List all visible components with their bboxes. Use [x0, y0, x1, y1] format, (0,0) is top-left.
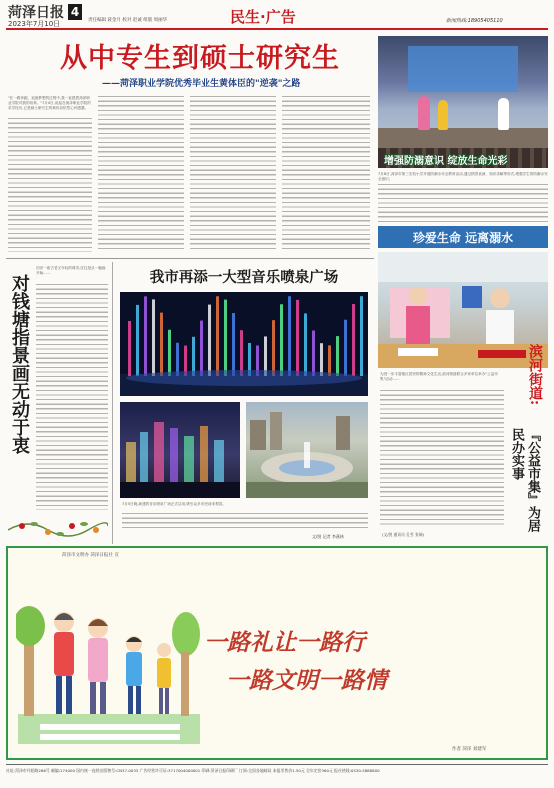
fountain-story — [116, 262, 372, 544]
fountain-jet — [264, 336, 267, 376]
fountain-jet — [176, 343, 179, 376]
page-number: 4 — [68, 4, 82, 20]
psa-illustration — [16, 564, 202, 748]
binhe-title-part-1: 滨河街道: — [527, 344, 543, 406]
lead-subheadline: ——菏泽职业学院优秀毕业生黄体臣的"逆袭"之路 — [102, 79, 301, 89]
fountain-photo-right — [246, 402, 368, 498]
news-hotline: 新闻热线:18905405110 — [446, 18, 503, 24]
fountain-jet — [352, 304, 355, 376]
fountain-jet — [320, 343, 323, 376]
fountain-jet — [344, 320, 347, 376]
safety-banner — [378, 226, 548, 248]
fountain-jet — [296, 300, 299, 376]
binhe-body — [380, 390, 504, 528]
footer-info: 社址:菏泽市丹阳路266号 邮编:274000 国内统一连续出版物号:CN37-0033 广告经营许可证:3717004000001 印刷:菏泽日报印刷厂 订阅:全国各地邮局 本报零售价1.50元 全年定价360元 报社热线:0530-5888800 — [6, 768, 380, 773]
fountain-jet — [144, 296, 147, 376]
fountain-jet — [272, 320, 275, 376]
safety-banner-text: 珍爱生命 远离溺水 — [412, 231, 514, 245]
fountain-jet — [360, 296, 363, 376]
section-title: 民生·广告 — [230, 8, 296, 26]
lead-headline: 从中专生到硕士研究生 — [60, 43, 340, 74]
fountain-jet — [216, 296, 219, 376]
fountain-credit: 文/图 记者 李燕林 — [312, 534, 344, 539]
fountain-jet — [288, 296, 291, 376]
fountain-jet — [136, 305, 139, 376]
section-divider — [6, 258, 374, 259]
fountain-jet — [128, 321, 131, 376]
lead-body-col-3 — [190, 96, 276, 252]
fountain-photo-left — [120, 402, 240, 498]
photo-caption-lines — [378, 184, 548, 222]
fountain-jet — [336, 336, 339, 376]
psa-slogan-line-2: 一路文明一路情 — [226, 667, 387, 694]
fountain-caption-lines — [122, 513, 368, 531]
stage-screen — [408, 46, 518, 92]
masthead-rule — [6, 28, 548, 30]
column-divider — [112, 262, 113, 544]
fountain-jet — [328, 345, 331, 376]
lead-body-col-4 — [282, 96, 370, 252]
fountain-jet — [304, 313, 307, 376]
performer-figure — [438, 100, 448, 130]
footer-rule — [6, 764, 548, 765]
fountain-jet — [232, 313, 235, 376]
fountain-jet — [168, 330, 171, 376]
performer-figure — [418, 96, 430, 130]
market-photo — [378, 252, 548, 368]
lead-body-col-2 — [98, 96, 184, 252]
fountain-jet — [152, 299, 155, 376]
fountain-headline: 我市再添一大型音乐喷泉广场 — [149, 270, 339, 286]
lead-story — [6, 34, 374, 256]
binhe-body-intro: 为进一步丰富辖区居民的精神文化生活,滨河街道联合多家单位举办"公益市集"活动…… — [380, 372, 498, 381]
masthead — [0, 0, 554, 30]
fountain-caption: 7月5日晚,新建的音乐喷泉广场正式启用,吸引众多市民前来观赏。 — [122, 502, 226, 506]
photo-caption-text: 7月8日,菏泽市第三实验小学开展防溺水安全教育活动,通过情景表演、知识讲解等形式,增强学生的防溺水安全意识。 — [378, 172, 548, 181]
fountain-jet — [160, 313, 163, 376]
fountain-jet — [200, 321, 203, 376]
editorial-body — [36, 284, 108, 510]
psa-credit-top: 菏泽市文明办 菏泽日报社 宣 — [62, 553, 119, 558]
binhe-story — [378, 344, 548, 542]
editorial-title: 对钱塘指景画无动于衷 — [9, 274, 30, 454]
editorial-column — [6, 262, 110, 544]
fountain-jet — [240, 330, 243, 376]
photo-overlay-caption: 增强防溺意识 绽放生命光彩 — [384, 156, 508, 167]
fountain-jet — [224, 300, 227, 376]
issue-date: 2023年7月10日 — [8, 20, 61, 28]
editor-credits: 责任编辑 聂金月 校对 赵诚 组版 周丽华 — [88, 18, 168, 23]
psa-ad — [6, 546, 548, 760]
fountain-photo-main — [120, 292, 368, 396]
stage-photo — [378, 36, 548, 168]
fountain-jet — [312, 331, 315, 376]
editorial-body-intro: 初识一座古老又年轻的城市,往往是从一幅画开始…… — [36, 266, 106, 275]
lead-body-intro: "在一路奔跑、追逐梦想的过程中,我一直感恩菏泽职业学院对我的培养。"7月4日,说起在菏泽职业学院的求学经历,已是硕士研究生的黄体臣依然心怀感激。 — [8, 96, 91, 110]
fountain-jet — [208, 305, 211, 376]
lead-body-col-1 — [8, 118, 92, 252]
fountain-jet — [280, 304, 283, 376]
binhe-title-part-2: 『公益市集』为居民办实事 — [509, 428, 540, 532]
fountain-jet — [192, 337, 195, 376]
decorative-vine — [8, 516, 108, 540]
performer-figure — [498, 98, 509, 130]
psa-credit-bottom: 作者 菏泽 刘建军 — [452, 747, 487, 752]
paper-name: 菏泽日报 — [8, 5, 64, 21]
binhe-byline: (文/图 通讯员 孔雪 张瑞) — [382, 532, 425, 537]
psa-slogan-line-1: 一路礼让一路行 — [204, 629, 365, 656]
